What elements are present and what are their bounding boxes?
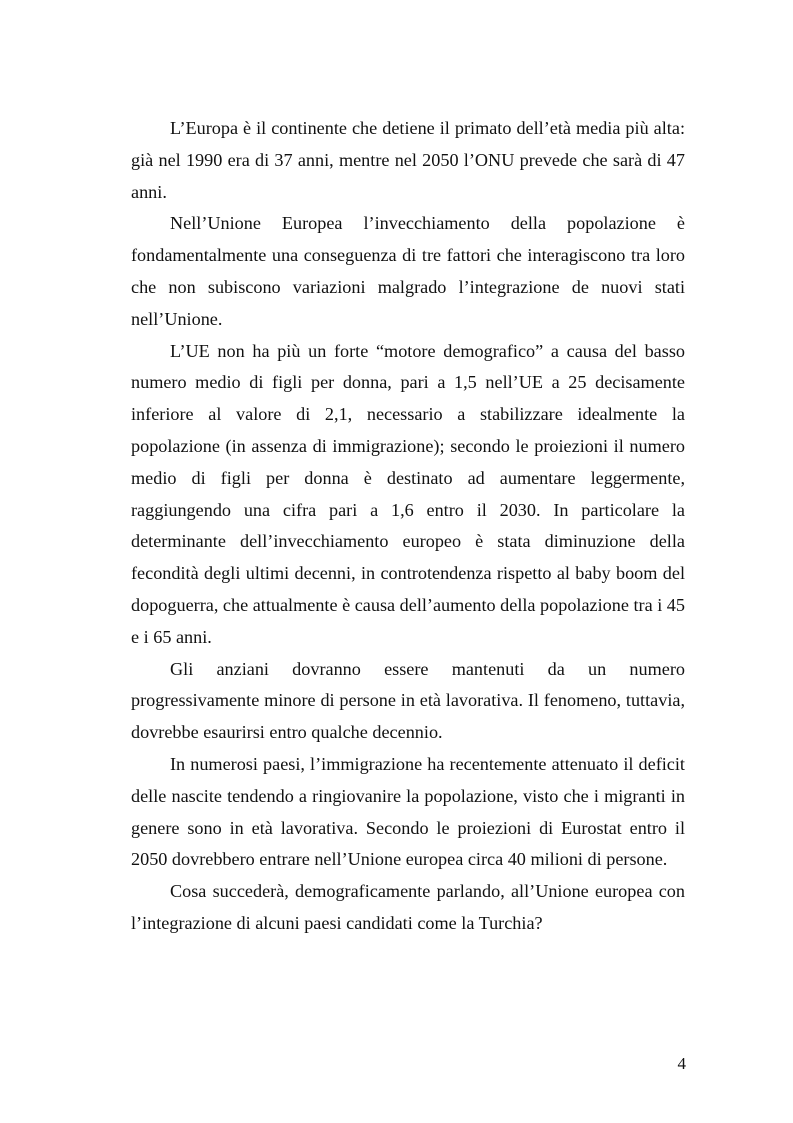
paragraph-eu-aging-factors: Nell’Unione Europea l’invecchiamento della popolazione è fondamentalmente una conseguenza di tre fattori che interagiscono tra loro che non subiscono variazioni malgrado l’integrazione de nuovi stati nell’Unione. xyxy=(131,213,685,329)
page-body xyxy=(131,113,685,940)
paragraph-turkey-question: Cosa succederà, demograficamente parlando, all’Unione europea con l’integrazione di alcuni paesi candidati come la Turchia? xyxy=(131,881,685,933)
page-number: 4 xyxy=(677,1054,686,1073)
paragraph-elderly-support: Gli anziani dovranno essere mantenuti da un numero progressivamente minore di persone in età lavorativa. Il fenomeno, tuttavia, dovrebbe esaurirsi entro qualche decennio. xyxy=(131,658,685,743)
paragraph-demographic-engine: L’UE non ha più un forte “motore demografico” a causa del basso numero medio di figli per donna, pari a 1,5 nell’UE a 25 decisamente inferiore al valore di 2,1, necessario a stabilizzare idealmente la popolazione (in assenza di immigrazione); secondo le proiezioni il numero medio di figli per donna è destinato ad aumentare leggermente, raggiungendo una cifra pari a 1,6 entro il 2030. In particolare la determinante dell’invecchiamento europeo è stata diminuzione della fecondità degli ultimi decenni, in controtendenza rispetto al baby boom del dopoguerra, che attualmente è causa dell’aumento della popolazione tra i 45 e i 65 anni. xyxy=(131,340,685,647)
paragraph-europe-median-age: L’Europa è il continente che detiene il primato dell’età media più alta: già nel 1990 era di 37 anni, mentre nel 2050 l’ONU prevede che sarà di 47 anni. xyxy=(131,118,685,202)
paragraph-immigration: In numerosi paesi, l’immigrazione ha recentemente attenuato il deficit delle nascite tendendo a ringiovanire la popolazione, visto che i migranti in genere sono in età lavorativa. Secondo le proiezioni di Eurostat entro il 2050 dovrebbero entrare nell’Unione europea circa 40 milioni di persone. xyxy=(131,753,685,870)
